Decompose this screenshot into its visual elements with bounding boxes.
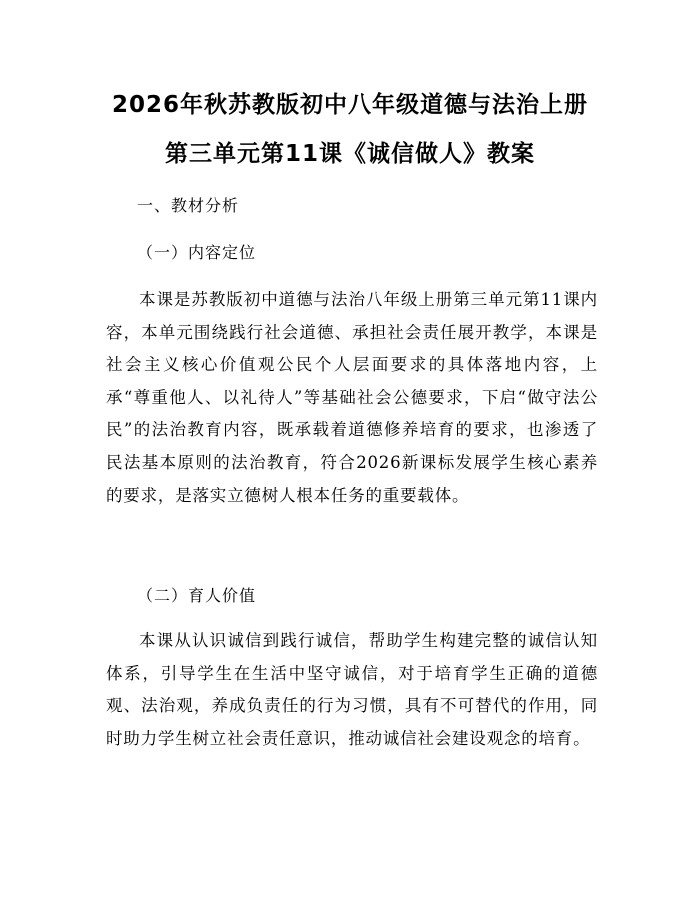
document-title-line-1: 2026年秋苏教版初中八年级道德与法治上册 <box>111 92 588 118</box>
document-title-line-2: 第三单元第11课《诚信做人》教案 <box>164 141 535 167</box>
subsection-heading-content-positioning: （一）内容定位 <box>137 243 257 262</box>
paragraph-educational-value: 本课从认识诚信到践行诚信，帮助学生构建完整的诚信认知体系，引导学生在生活中坚守诚信，对于培育学生正确的道德观、法治观，养成负责任的行为习惯，具有不可替代的作用，同时助力学生树立社会责任意识，推动诚信社会建设观念的培育。 <box>106 631 598 748</box>
section-heading-material-analysis: 一、教材分析 <box>137 196 240 215</box>
paragraph-content-positioning: 本课是苏教版初中道德与法治八年级上册第三单元第11课内容，本单元围绕践行社会道德、承担社会责任展开教学，本课是社会主义核心价值观公民个人层面要求的具体落地内容，上承“尊重他人、以礼待人”等基础社会公德要求，下启“做守法公民”的法治教育内容，既承载着道德修养培育的要求，也渗透了民法基本原则的法治教育，符合2026新课标发展学生核心素养的要求，是落实立德树人根本任务的重要载体。 <box>106 290 598 505</box>
subsection-heading-educational-value: （二）育人价值 <box>137 586 257 605</box>
